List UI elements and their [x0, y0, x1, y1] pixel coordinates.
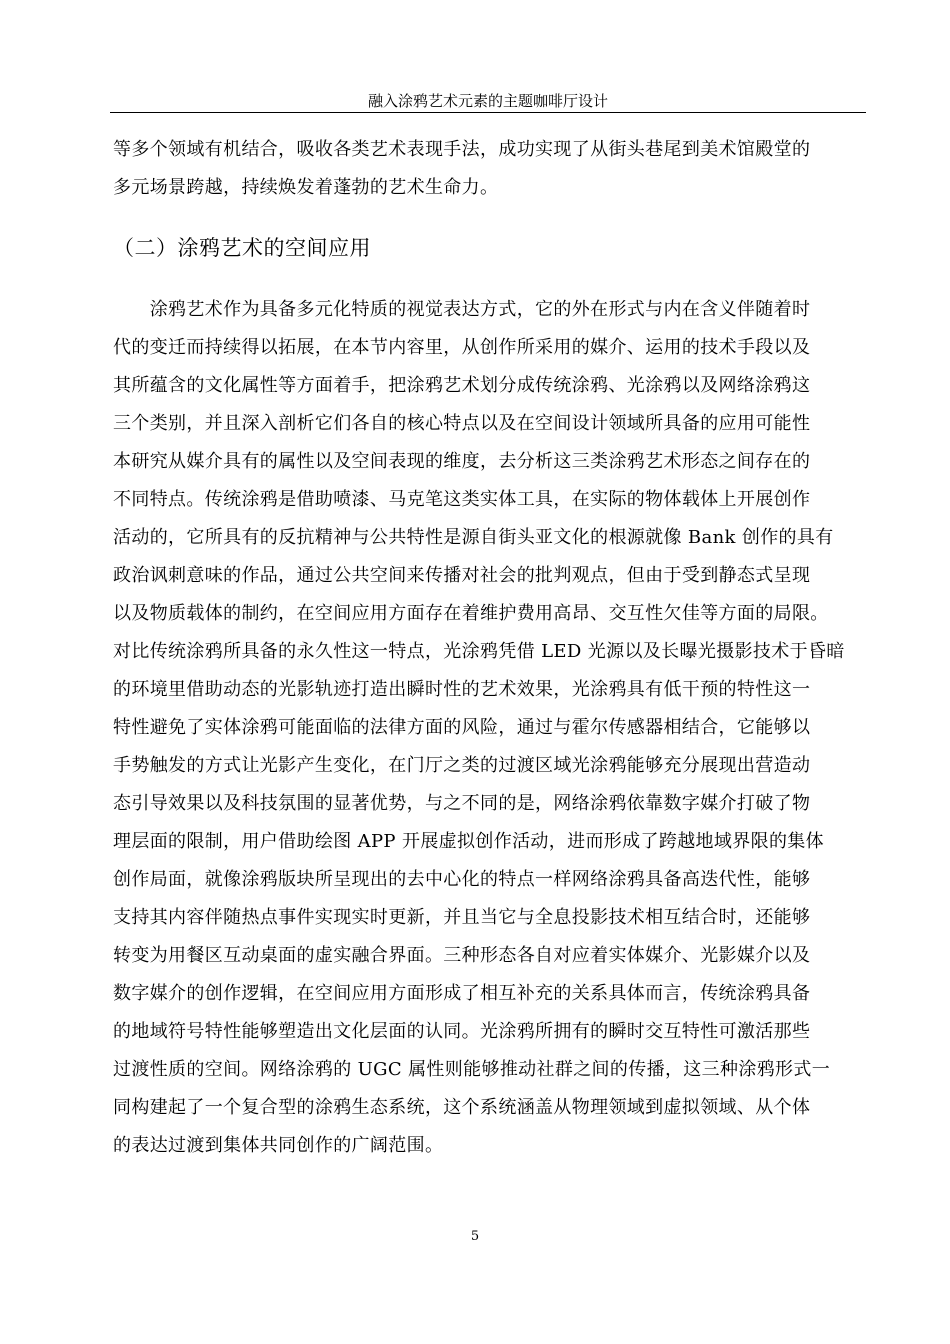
- text-line: 不同特点。传统涂鸦是借助喷漆、马克笔这类实体工具，在实际的物体载体上开展创作: [113, 489, 811, 510]
- text-line: 转变为用餐区互动桌面的虚实融合界面。三种形态各自对应着实体媒介、光影媒介以及: [113, 945, 811, 966]
- text-line: 的环境里借助动态的光影轨迹打造出瞬时性的艺术效果，光涂鸦具有低干预的特性这一: [113, 679, 811, 700]
- header-divider: [110, 112, 866, 113]
- text-line: 同构建起了一个复合型的涂鸦生态系统，这个系统涵盖从物理领域到虚拟领域、从个体: [113, 1097, 811, 1118]
- text-line: 其所蕴含的文化属性等方面着手，把涂鸦艺术划分成传统涂鸦、光涂鸦以及网络涂鸦这: [113, 375, 811, 396]
- text-line: 理层面的限制，用户借助绘图 APP 开展虚拟创作活动，进而形成了跨越地域界限的集体: [113, 831, 825, 852]
- text-line: 三个类别，并且深入剖析它们各自的核心特点以及在空间设计领域所具备的应用可能性: [113, 413, 811, 434]
- text-line: 支持其内容伴随热点事件实现实时更新，并且当它与全息投影技术相互结合时，还能够: [113, 907, 811, 928]
- text-line: 对比传统涂鸦所具备的永久性这一特点，光涂鸦凭借 LED 光源以及长曝光摄影技术于昏暗: [113, 641, 845, 662]
- text-line: 涂鸦艺术作为具备多元化特质的视觉表达方式，它的外在形式与内在含义伴随着时: [113, 299, 811, 320]
- text-line: 以及物质载体的制约，在空间应用方面存在着维护费用高昂、交互性欠佳等方面的局限。: [113, 603, 829, 624]
- text-line: 特性避免了实体涂鸦可能面临的法律方面的风险，通过与霍尔传感器相结合，它能够以: [113, 717, 811, 738]
- text-line: 本研究从媒介具有的属性以及空间表现的维度，去分析这三类涂鸦艺术形态之间存在的: [113, 451, 811, 472]
- text-line: 代的变迁而持续得以拓展，在本节内容里，从创作所采用的媒介、运用的技术手段以及: [113, 337, 811, 358]
- text-line: 过渡性质的空间。网络涂鸦的 UGC 属性则能够推动社群之间的传播，这三种涂鸦形式一: [113, 1059, 831, 1080]
- running-header: 融入涂鸦艺术元素的主题咖啡厅设计: [367, 92, 608, 110]
- text-line: 政治讽刺意味的作品，通过公共空间来传播对社会的批判观点，但由于受到静态式呈现: [113, 565, 811, 586]
- text-line: 活动的，它所具有的反抗精神与公共特性是源自街头亚文化的根源就像 Bank 创作的具有: [113, 527, 834, 548]
- text-line: 的地域符号特性能够塑造出文化层面的认同。光涂鸦所拥有的瞬时交互特性可激活那些: [113, 1021, 811, 1042]
- text-line: 态引导效果以及科技氛围的显著优势，与之不同的是，网络涂鸦依靠数字媒介打破了物: [113, 793, 811, 814]
- text-line: 等多个领域有机结合，吸收各类艺术表现手法，成功实现了从街头巷尾到美术馆殿堂的: [113, 139, 811, 160]
- text-line: 的表达过渡到集体共同创作的广阔范围。: [113, 1135, 444, 1156]
- text-line: 手势触发的方式让光影产生变化，在门厅之类的过渡区域光涂鸦能够充分展现出营造动: [113, 755, 811, 776]
- text-line: 数字媒介的创作逻辑，在空间应用方面形成了相互补充的关系具体而言，传统涂鸦具备: [113, 983, 811, 1004]
- page-number: 5: [470, 1229, 480, 1244]
- text-line: 多元场景跨越，持续焕发着蓬勃的艺术生命力。: [113, 177, 499, 198]
- text-line: 创作局面，就像涂鸦版块所呈现出的去中心化的特点一样网络涂鸦具备高迭代性，能够: [113, 869, 811, 890]
- section-heading: （二）涂鸦艺术的空间应用: [113, 236, 371, 260]
